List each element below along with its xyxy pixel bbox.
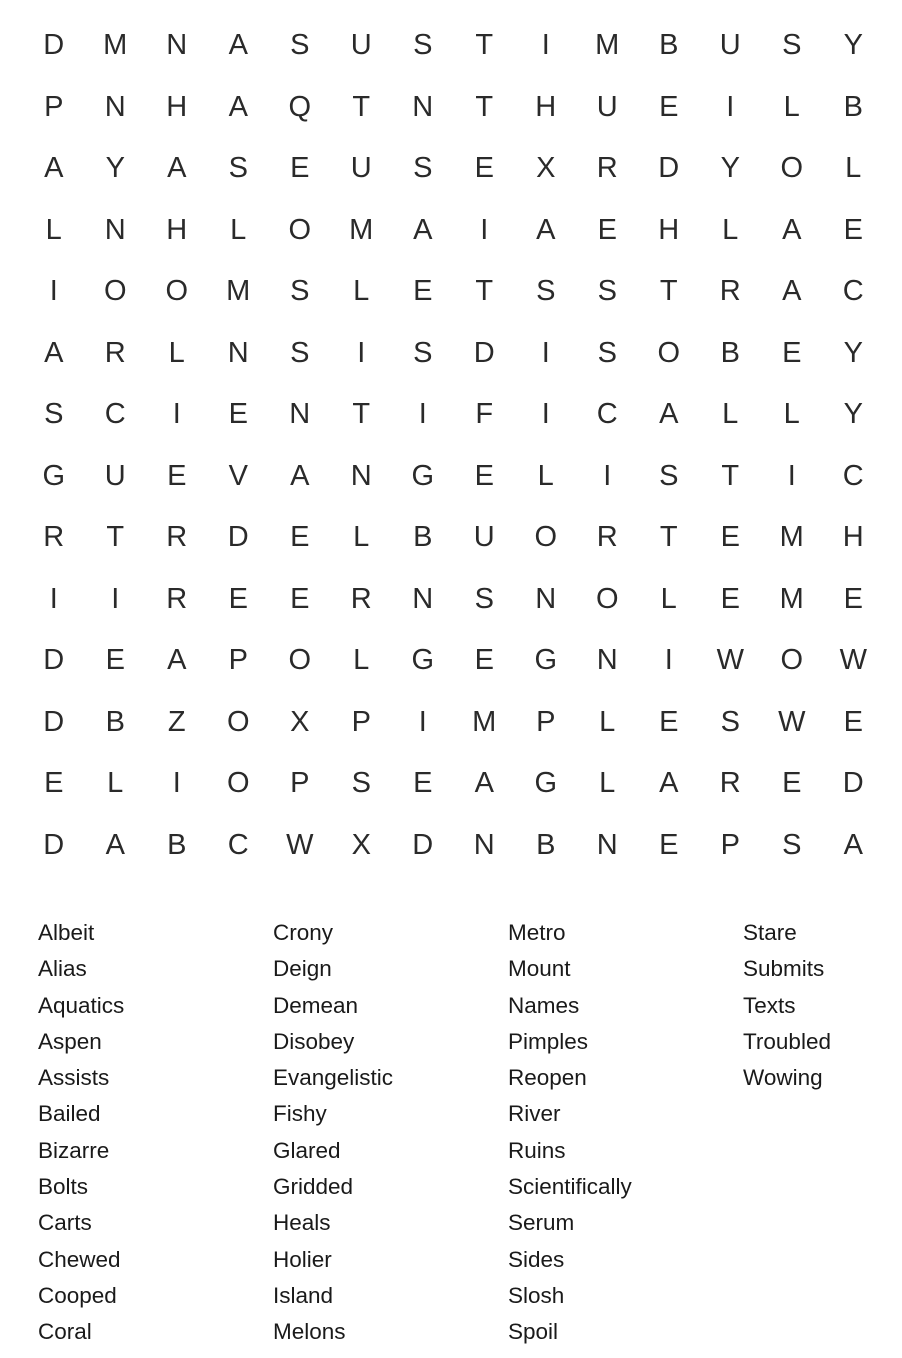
- grid-cell[interactable]: I: [49, 275, 58, 308]
- grid-cell[interactable]: T: [475, 90, 494, 123]
- grid-cell[interactable]: Y: [843, 29, 863, 62]
- grid-cell[interactable]: A: [228, 90, 248, 123]
- grid-cell[interactable]: S: [351, 767, 371, 800]
- grid-cell[interactable]: O: [595, 582, 619, 615]
- word-list-item: Demean: [273, 992, 359, 1018]
- grid-cell[interactable]: T: [659, 521, 678, 554]
- grid-cell[interactable]: C: [842, 459, 864, 492]
- word-list-item: Pimples: [508, 1028, 589, 1054]
- grid-cell[interactable]: Q: [288, 90, 312, 123]
- grid-cell[interactable]: L: [353, 644, 370, 677]
- grid-cell[interactable]: I: [49, 582, 58, 615]
- grid-cell[interactable]: L: [45, 213, 62, 246]
- grid-cell[interactable]: R: [719, 275, 741, 308]
- grid-cell[interactable]: D: [43, 705, 65, 738]
- grid-cell[interactable]: L: [107, 767, 124, 800]
- grid-cell[interactable]: E: [782, 336, 802, 369]
- grid-cell[interactable]: D: [473, 336, 495, 369]
- grid-cell[interactable]: O: [780, 152, 804, 185]
- word-list-item: Melons: [273, 1319, 346, 1345]
- grid-cell[interactable]: E: [290, 521, 310, 554]
- grid-cell[interactable]: G: [411, 644, 435, 677]
- grid-cell[interactable]: G: [534, 644, 558, 677]
- grid-cell[interactable]: I: [418, 705, 427, 738]
- grid-cell[interactable]: C: [104, 398, 126, 431]
- grid-cell[interactable]: A: [44, 152, 64, 185]
- grid-cell[interactable]: Y: [105, 152, 125, 185]
- grid-cell[interactable]: M: [103, 29, 128, 62]
- word-list-item: Deign: [273, 956, 332, 982]
- word-list-item: Sides: [508, 1246, 565, 1272]
- grid-cell[interactable]: I: [111, 582, 120, 615]
- grid-cell[interactable]: A: [228, 29, 248, 62]
- grid-cell[interactable]: U: [104, 459, 126, 492]
- word-list-item: Troubled: [743, 1028, 831, 1054]
- grid-cell[interactable]: R: [719, 767, 741, 800]
- grid-cell[interactable]: A: [782, 213, 802, 246]
- grid-cell[interactable]: B: [167, 828, 187, 861]
- word-list-item: Slosh: [508, 1282, 565, 1308]
- grid-cell[interactable]: N: [227, 336, 249, 369]
- grid-cell[interactable]: A: [659, 398, 679, 431]
- grid-cell[interactable]: G: [411, 459, 435, 492]
- grid-cell[interactable]: I: [541, 398, 550, 431]
- grid-cell[interactable]: E: [720, 521, 740, 554]
- grid-cell[interactable]: M: [226, 275, 251, 308]
- word-list-item: Chewed: [38, 1246, 121, 1272]
- grid-cell[interactable]: U: [350, 152, 372, 185]
- grid-cell[interactable]: X: [536, 152, 556, 185]
- word-list-item: Holier: [273, 1246, 332, 1272]
- grid-cell[interactable]: A: [474, 767, 494, 800]
- grid-cell[interactable]: B: [720, 336, 740, 369]
- grid-cell[interactable]: E: [474, 644, 494, 677]
- grid-cell[interactable]: S: [290, 336, 310, 369]
- grid-cell[interactable]: S: [536, 275, 556, 308]
- word-list-item: Mount: [508, 956, 571, 982]
- grid-cell[interactable]: E: [290, 152, 310, 185]
- word-list-item: Bolts: [38, 1174, 89, 1200]
- grid-cell[interactable]: D: [43, 29, 65, 62]
- grid-cell[interactable]: P: [351, 705, 371, 738]
- grid-cell[interactable]: E: [843, 705, 863, 738]
- grid-cell[interactable]: B: [413, 521, 433, 554]
- grid-cell[interactable]: S: [44, 398, 64, 431]
- grid-cell[interactable]: T: [475, 29, 494, 62]
- grid-cell[interactable]: N: [535, 582, 557, 615]
- grid-cell[interactable]: L: [353, 521, 370, 554]
- grid-cell[interactable]: I: [172, 767, 181, 800]
- grid-cell[interactable]: O: [534, 521, 558, 554]
- grid-cell[interactable]: E: [228, 582, 248, 615]
- word-list-item: Cooped: [38, 1282, 117, 1308]
- word-list-item: Island: [273, 1282, 334, 1308]
- grid-cell[interactable]: M: [595, 29, 620, 62]
- grid-cell[interactable]: P: [720, 828, 740, 861]
- grid-cell[interactable]: E: [843, 213, 863, 246]
- grid-cell[interactable]: U: [719, 29, 741, 62]
- grid-cell[interactable]: N: [412, 582, 434, 615]
- grid-cell[interactable]: M: [779, 521, 804, 554]
- word-list-item: Crony: [273, 920, 334, 945]
- grid-cell[interactable]: S: [474, 582, 494, 615]
- grid-cell[interactable]: B: [843, 90, 863, 123]
- grid-cell[interactable]: W: [778, 705, 806, 738]
- grid-cell[interactable]: S: [597, 336, 617, 369]
- grid-cell[interactable]: G: [42, 459, 66, 492]
- grid-cell[interactable]: L: [783, 90, 800, 123]
- grid-cell[interactable]: S: [228, 152, 248, 185]
- word-list-column: [38, 915, 273, 1351]
- grid-cell[interactable]: E: [597, 213, 617, 246]
- grid-cell[interactable]: A: [44, 336, 64, 369]
- grid-cell[interactable]: E: [474, 152, 494, 185]
- word-list-item: Coral: [38, 1319, 92, 1345]
- grid-cell[interactable]: T: [352, 398, 371, 431]
- grid-cell[interactable]: E: [843, 582, 863, 615]
- word-list-item: Metro: [508, 920, 566, 945]
- grid-cell[interactable]: S: [413, 336, 433, 369]
- grid-cell[interactable]: R: [596, 521, 618, 554]
- grid-cell[interactable]: N: [473, 828, 495, 861]
- grid-cell[interactable]: V: [228, 459, 248, 492]
- grid-cell[interactable]: B: [659, 29, 679, 62]
- grid-cell[interactable]: A: [167, 152, 187, 185]
- word-list-item: Stare: [743, 920, 797, 945]
- grid-cell[interactable]: A: [290, 459, 310, 492]
- grid-cell[interactable]: A: [843, 828, 863, 861]
- grid-cell[interactable]: L: [599, 767, 616, 800]
- grid-cell[interactable]: L: [783, 398, 800, 431]
- grid-cell[interactable]: O: [165, 275, 189, 308]
- grid-cell[interactable]: D: [842, 767, 864, 800]
- grid-cell[interactable]: S: [782, 828, 802, 861]
- grid-cell[interactable]: O: [103, 275, 127, 308]
- grid-cell[interactable]: S: [290, 275, 310, 308]
- grid-cell[interactable]: S: [290, 29, 310, 62]
- word-list-item: Reopen: [508, 1065, 587, 1091]
- grid-cell[interactable]: U: [350, 29, 372, 62]
- grid-cell[interactable]: H: [166, 213, 188, 246]
- grid-cell[interactable]: E: [290, 582, 310, 615]
- grid-cell[interactable]: H: [842, 521, 864, 554]
- word-list-item: Heals: [273, 1210, 331, 1236]
- grid-cell[interactable]: O: [288, 213, 312, 246]
- word-list-item: Glared: [273, 1137, 341, 1163]
- grid-cell[interactable]: E: [228, 398, 248, 431]
- grid-cell[interactable]: A: [782, 275, 802, 308]
- grid-cell[interactable]: D: [43, 644, 65, 677]
- grid-cell[interactable]: I: [541, 29, 550, 62]
- grid-cell[interactable]: A: [536, 213, 556, 246]
- word-list-item: Alias: [38, 956, 87, 982]
- grid-cell[interactable]: E: [105, 644, 125, 677]
- word-list-item: Aspen: [38, 1028, 102, 1054]
- grid-cell[interactable]: I: [726, 90, 735, 123]
- grid-cell[interactable]: R: [104, 336, 126, 369]
- grid-cell[interactable]: O: [780, 644, 804, 677]
- grid-cell[interactable]: M: [472, 705, 497, 738]
- word-list-item: Evangelistic: [273, 1065, 394, 1091]
- grid-cell[interactable]: D: [412, 828, 434, 861]
- grid-cell[interactable]: A: [413, 213, 433, 246]
- grid-cell[interactable]: D: [658, 152, 680, 185]
- letter-grid: [23, 15, 884, 876]
- word-list-item: Fishy: [273, 1101, 327, 1127]
- grid-cell[interactable]: A: [167, 644, 187, 677]
- word-list-item: Carts: [38, 1210, 92, 1236]
- grid-cell[interactable]: E: [782, 767, 802, 800]
- grid-cell[interactable]: X: [290, 705, 310, 738]
- word-list-item: Gridded: [273, 1174, 354, 1200]
- grid-cell[interactable]: X: [351, 828, 371, 861]
- grid-cell[interactable]: E: [659, 828, 679, 861]
- grid-cell[interactable]: E: [413, 767, 433, 800]
- word-list-item: Disobey: [273, 1028, 355, 1054]
- grid-cell[interactable]: I: [664, 644, 673, 677]
- word-list-item: Bailed: [38, 1101, 101, 1127]
- grid-cell[interactable]: E: [659, 90, 679, 123]
- grid-cell[interactable]: S: [413, 152, 433, 185]
- grid-cell[interactable]: N: [596, 644, 618, 677]
- grid-cell[interactable]: W: [839, 644, 867, 677]
- grid-cell[interactable]: Z: [167, 705, 186, 738]
- grid-cell[interactable]: P: [536, 705, 556, 738]
- grid-cell[interactable]: T: [475, 275, 494, 308]
- grid-cell[interactable]: R: [166, 521, 188, 554]
- grid-cell[interactable]: L: [722, 213, 739, 246]
- grid-cell[interactable]: P: [44, 90, 64, 123]
- grid-cell[interactable]: P: [290, 767, 310, 800]
- grid-cell[interactable]: W: [716, 644, 744, 677]
- word-list-column: [743, 915, 902, 1351]
- word-list-item: Names: [508, 992, 580, 1018]
- word-list-item: Texts: [743, 992, 796, 1018]
- grid-cell[interactable]: S: [597, 275, 617, 308]
- grid-cell[interactable]: C: [227, 828, 249, 861]
- word-list: [38, 915, 902, 1351]
- word-list-item: Serum: [508, 1210, 575, 1236]
- grid-cell[interactable]: M: [779, 582, 804, 615]
- grid-cell[interactable]: B: [536, 828, 556, 861]
- grid-cell[interactable]: E: [167, 459, 187, 492]
- grid-cell[interactable]: R: [166, 582, 188, 615]
- grid-cell[interactable]: C: [842, 275, 864, 308]
- grid-cell[interactable]: N: [104, 90, 126, 123]
- grid-cell[interactable]: F: [475, 398, 494, 431]
- grid-cell[interactable]: L: [353, 275, 370, 308]
- grid-cell[interactable]: R: [43, 521, 65, 554]
- grid-cell[interactable]: L: [599, 705, 616, 738]
- grid-cell[interactable]: S: [782, 29, 802, 62]
- grid-cell[interactable]: C: [596, 398, 618, 431]
- word-list-item: Spoil: [508, 1319, 559, 1345]
- grid-cell[interactable]: T: [106, 521, 125, 554]
- grid-cell[interactable]: L: [660, 582, 677, 615]
- grid-cell[interactable]: R: [350, 582, 372, 615]
- word-list-item: Ruins: [508, 1137, 566, 1163]
- grid-cell[interactable]: O: [288, 644, 312, 677]
- word-list-item: Wowing: [743, 1065, 823, 1091]
- grid-cell[interactable]: E: [720, 582, 740, 615]
- grid-cell[interactable]: Y: [843, 398, 863, 431]
- grid-cell[interactable]: O: [226, 767, 250, 800]
- grid-cell[interactable]: I: [603, 459, 612, 492]
- word-list-item: Albeit: [38, 920, 95, 945]
- grid-cell[interactable]: L: [722, 398, 739, 431]
- grid-cell[interactable]: R: [596, 152, 618, 185]
- grid-cell[interactable]: U: [473, 521, 495, 554]
- grid-cell[interactable]: D: [43, 828, 65, 861]
- grid-cell[interactable]: L: [537, 459, 554, 492]
- grid-cell[interactable]: T: [721, 459, 740, 492]
- grid-cell[interactable]: Y: [843, 336, 863, 369]
- grid-cell[interactable]: I: [357, 336, 366, 369]
- grid-cell[interactable]: U: [596, 90, 618, 123]
- grid-cell[interactable]: I: [541, 336, 550, 369]
- grid-cell[interactable]: D: [227, 521, 249, 554]
- word-list-item: Aquatics: [38, 992, 125, 1018]
- grid-cell[interactable]: N: [350, 459, 372, 492]
- word-list-column: [508, 915, 743, 1351]
- grid-cell[interactable]: E: [413, 275, 433, 308]
- grid-cell[interactable]: H: [166, 90, 188, 123]
- word-list-column: [273, 915, 508, 1351]
- grid-cell[interactable]: N: [104, 213, 126, 246]
- grid-cell[interactable]: L: [168, 336, 185, 369]
- grid-cell[interactable]: L: [845, 152, 862, 185]
- grid-cell[interactable]: S: [659, 459, 679, 492]
- grid-cell[interactable]: A: [105, 828, 125, 861]
- grid-cell[interactable]: N: [412, 90, 434, 123]
- grid-cell[interactable]: P: [228, 644, 248, 677]
- word-list-item: Bizarre: [38, 1137, 110, 1163]
- grid-cell[interactable]: I: [480, 213, 489, 246]
- grid-cell[interactable]: E: [474, 459, 494, 492]
- grid-cell[interactable]: W: [286, 828, 314, 861]
- grid-cell[interactable]: E: [44, 767, 64, 800]
- grid-cell[interactable]: H: [658, 213, 680, 246]
- grid-cell[interactable]: I: [418, 398, 427, 431]
- grid-cell[interactable]: N: [596, 828, 618, 861]
- grid-cell[interactable]: M: [349, 213, 374, 246]
- grid-cell[interactable]: Y: [720, 152, 740, 185]
- grid-cell[interactable]: A: [659, 767, 679, 800]
- word-list-item: Submits: [743, 956, 825, 982]
- word-list-item: River: [508, 1101, 561, 1127]
- word-list-item: Scientifically: [508, 1174, 632, 1200]
- word-list-item: Assists: [38, 1065, 110, 1091]
- grid-cell[interactable]: B: [105, 705, 125, 738]
- grid-cell[interactable]: O: [226, 705, 250, 738]
- grid-cell[interactable]: I: [172, 398, 181, 431]
- grid-cell[interactable]: N: [166, 29, 188, 62]
- grid-cell[interactable]: S: [720, 705, 740, 738]
- grid-cell[interactable]: I: [787, 459, 796, 492]
- grid-cell[interactable]: L: [230, 213, 247, 246]
- grid-cell[interactable]: N: [289, 398, 311, 431]
- grid-cell[interactable]: T: [352, 90, 371, 123]
- grid-cell[interactable]: G: [534, 767, 558, 800]
- grid-cell[interactable]: T: [659, 275, 678, 308]
- grid-cell[interactable]: S: [413, 29, 433, 62]
- grid-cell[interactable]: H: [535, 90, 557, 123]
- grid-cell[interactable]: O: [657, 336, 681, 369]
- grid-cell[interactable]: E: [659, 705, 679, 738]
